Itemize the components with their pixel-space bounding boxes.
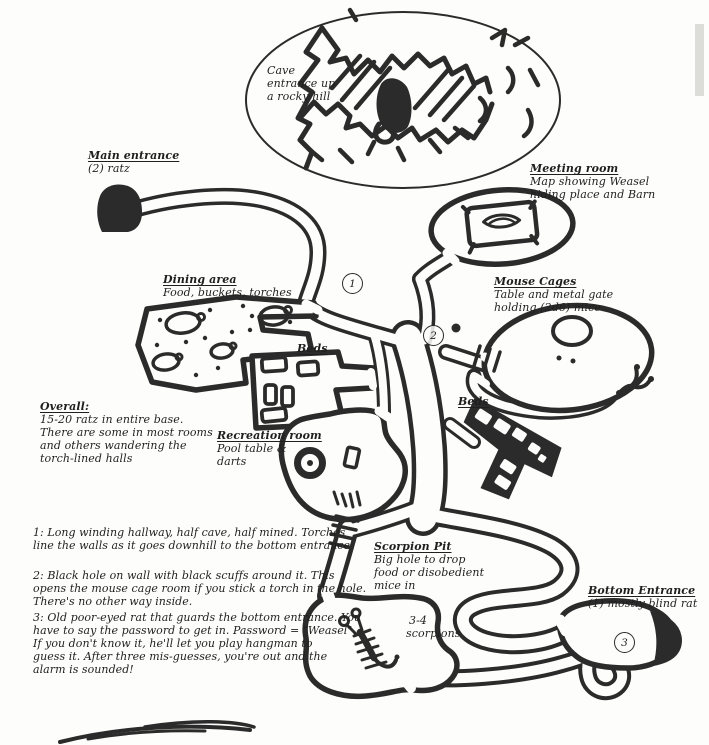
note-line: 1: Long winding hallway, half cave, half mined. Torches [33,526,346,539]
scorpions-count-label [406,614,461,640]
label-title: Bottom Entrance [588,584,696,597]
label-line: scorpions [406,627,461,640]
label-title: Meeting room [530,162,619,175]
label-line: Pool table & [217,442,287,455]
cave-mouth [377,78,412,133]
label-title: Scorpion Pit [374,540,452,553]
label-line: There are some in most rooms [40,426,213,439]
note-line: guess it. After three mis-guesses, you're out and the [33,649,328,663]
label-line: holding (2d6) mice [494,301,601,314]
scorpion-pit-label [374,540,484,592]
dining-area-label [163,273,292,299]
label-title: Recreation room [217,429,322,442]
note-line: 3: Old poor-eyed rat that guards the bottom entrance. You [33,611,362,624]
label-title: Main entrance [88,149,180,162]
marker-2-black-hole [423,325,444,346]
label-line: 3-4 [409,614,428,627]
meeting-room-label [530,162,655,201]
cave-inset-caption [267,64,335,103]
caption-line: a rocky hill [267,90,331,103]
main-entrance-label [88,149,179,175]
note-line: alarm is sounded! [33,662,134,676]
beds-upper-label [297,342,328,355]
label-line: and others wandering the [40,439,187,452]
note-2 [33,570,366,609]
black-hole-dot [452,324,461,333]
label-line: food or disobedient [374,566,485,579]
note-line: There's no other way inside. [33,594,193,608]
marker-2-number: 2 [430,329,437,342]
label-line: Big hole to drop [374,553,466,566]
bottom-entrance-label [588,584,697,610]
label-line: Table and metal gate [494,288,614,301]
note-line: opens the mouse cage room if you stick a torch in the hole. [33,581,367,595]
marker-3-number: 3 [621,636,628,649]
note-1 [33,527,350,553]
label-title: Dining area [163,273,237,286]
note-line: If you don't know it, he'll let you play hangman to [33,636,313,650]
label-line: (2) ratz [88,162,130,175]
marker-3-guard [614,632,635,653]
main-entrance-opening [97,184,142,232]
note-line: have to say the password to get in. Password = "Weasel". [33,623,357,637]
marker-1-hallway [342,273,363,294]
label-line: Food, buckets, torches [163,286,292,299]
scan-artifact [695,24,704,96]
label-line: (1) mostly blind rat [588,597,698,610]
label-line: hiding place and Barn [530,188,656,201]
label-title: Mouse Cages [494,275,577,288]
label-line: torch-lined halls [40,452,133,465]
label-title: Overall: [40,400,90,413]
caption-line: Cave [267,64,296,77]
note-line: 2: Black hole on wall with black scuffs around it. This [33,569,335,582]
rocky-ridge [322,28,490,92]
label-line: Map showing Weasel [530,175,650,188]
label-line: mice in [374,579,416,592]
label-title: Beds [458,395,489,408]
note-line: line the walls as it goes downhill to the bottom entrance [33,538,351,552]
bottom-partial-sketch [60,722,254,742]
label-title: Beds [297,342,328,355]
recreation-room-label [217,429,322,468]
mouse-cages-label [494,275,613,314]
beds-lower-label [458,395,489,408]
caption-line: entrance up [267,77,336,90]
note-3 [33,612,361,677]
marker-1-number: 1 [349,277,356,290]
overall-note [40,400,213,465]
label-line: darts [217,455,247,468]
label-line: 15-20 ratz in entire base. [40,413,184,426]
